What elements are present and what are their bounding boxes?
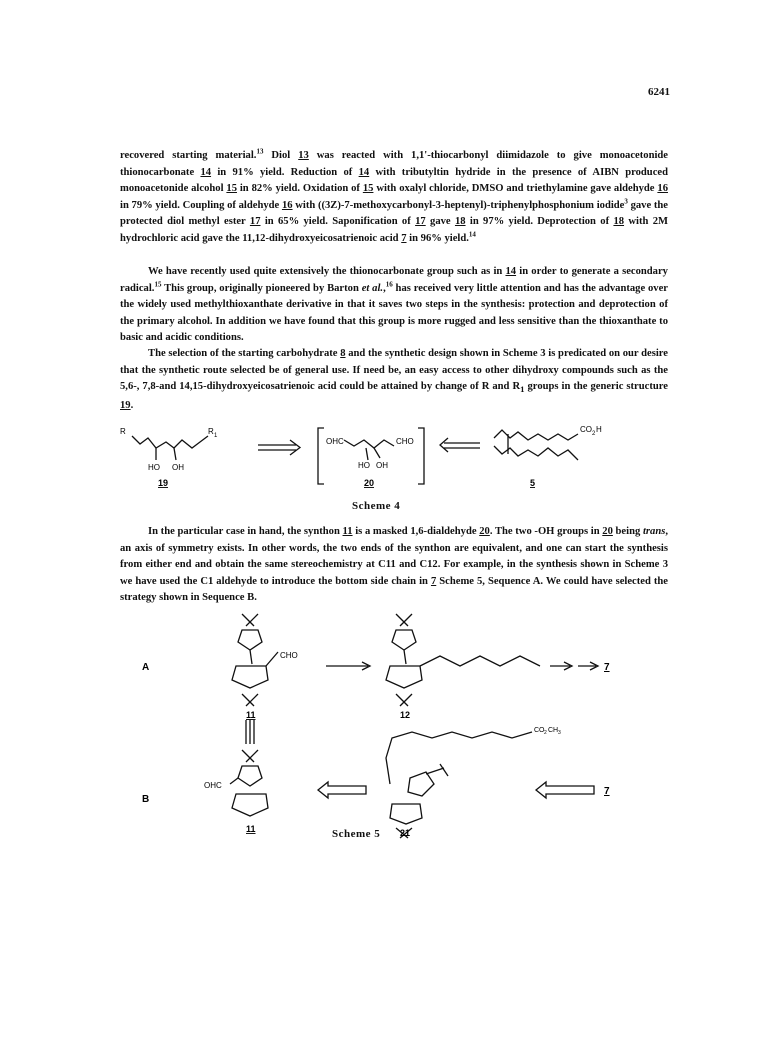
text: gave the protected diol methyl ester [120,199,668,228]
text: In the particular case in hand, the synthon [148,526,343,537]
compound-label-11-A: 11 [246,710,256,720]
compound-ref: 14 [505,266,517,277]
label-CO2CH3-end: CH [548,727,559,734]
label-R1: R [208,427,214,436]
text: in 97% yield. Deprotection of [465,216,614,228]
scheme-4-diagram [118,420,658,500]
compound-ref: 15 [362,183,374,195]
text: This group, originally pioneered by Barton [161,282,362,294]
text: Diol [263,150,299,161]
compound-ref: 17 [415,216,426,228]
label-OH: OH [376,461,388,470]
text: was reacted with 1,1'-thiocarbonyl diimidazole to give monoacetonide thionocarbonate [120,150,668,178]
text: and the synthetic design shown in Scheme 3 is predicated on our desire that the synthetic route selected be of general use. If need be, an easy access to other dihydroxy compounds such as the 5,6-, 7,8-and 14,15-dihydroxyeicosatrienoic acid could be attained by change of R and R [120,348,668,393]
label-CO2H-end: H [596,425,602,434]
label-CO2H-sub: 2 [592,431,596,437]
compound-ref: 11 [342,526,353,537]
text: gave [425,216,455,228]
compound-ref: 19 [120,399,131,411]
compound-label-5: 5 [530,478,536,488]
paragraph-3 [120,346,668,414]
text: with oxalyl chloride, DMSO and triethylamine gave aldehyde [373,183,658,195]
compound-ref: 20 [602,526,613,537]
compound-label-21: 21 [400,828,411,838]
compound-ref: 20 [479,526,490,537]
label-CO2H: CO [580,425,592,434]
label-R: R [120,427,126,436]
paragraph-4 [120,524,668,607]
compound-label-7-A: 7 [604,662,610,673]
text: being [612,526,643,537]
compound-ref: 15 [226,183,237,195]
text: with 2M hydrochloric acid gave the 11,12-dihydroxyeicosatrienoic acid [120,216,668,244]
text: , an axis of symmetry exists. In other words, the two ends of the synthon are equivalent, and one can start the synthesis from either end and obtain the same stereochemistry at C11 and C12. For example, in the synthesis shown in Scheme 3 we have used the C1 aldehyde to introduce the bottom side chain in [120,526,668,587]
compound-label-20: 20 [364,478,375,488]
text: We have recently used quite extensively the thionocarbonate group such as in [148,266,506,277]
compound-label-11-B: 11 [246,824,256,834]
text: with tributyltin hydride in the presence of AIBN produced monoacetonide alcohol [120,166,668,195]
compound-ref: 8 [340,348,346,359]
label-HO: HO [358,461,370,470]
citation: 15 [154,280,162,289]
paragraph-2 [120,264,668,347]
label-R1-sub: 1 [214,433,218,439]
text: trans [642,526,666,537]
paragraph-1 [120,148,668,248]
text: The selection of the starting carbohydrate [148,348,341,359]
compound-ref: 18 [454,216,466,228]
label-OHC: OHC [204,781,222,790]
text: with ((3Z)-7-methoxycarbonyl-3-heptenyl)-triphenylphosphonium iodide [292,199,625,211]
label-OH: OH [172,463,184,472]
compound-ref: 16 [281,199,293,211]
text: in 82% yield. Oxidation of [236,183,363,195]
label-CHO: CHO [396,437,414,446]
compound-ref: 7 [401,232,407,244]
citation: 14 [468,230,476,239]
scheme-5-caption: Scheme 5 [332,828,381,840]
label-CO2CH3-sub2: 3 [558,730,561,736]
text: Scheme 5, Sequence A. We could have selected the strategy shown in Sequence B. [120,575,668,604]
text: in order to generate a secondary radical. [120,266,668,294]
scheme-4-caption: Scheme 4 [352,500,401,512]
compound-label-7-B: 7 [604,786,610,797]
text: is a masked 1,6-dialdehyde [352,526,480,537]
text: , [383,282,386,294]
subscript: 1 [520,384,525,395]
page-number: 6241 [648,86,670,98]
citation: 13 [256,147,264,156]
compound-ref: 16 [657,183,668,195]
text: in 96% yield. [406,232,469,244]
compound-ref: 17 [249,216,261,228]
compound-ref: 7 [430,575,437,587]
compound-label-19: 19 [158,478,169,488]
text: recovered starting material. [120,150,257,161]
compound-ref: 14 [200,166,212,178]
text: in 79% yield. Coupling of aldehyde [120,199,282,211]
label-CHO: CHO [280,651,298,660]
text: groups in the generic structure [524,381,668,393]
compound-ref: 13 [298,150,309,161]
compound-ref: 14 [358,166,370,178]
label-CO2CH3: CO [534,727,545,734]
scheme-5-diagram [130,608,650,840]
text: has received very little attention and has the advantage over the widely used methylthioxanthate derivative in that it saves two steps in the synthesis: protection and deprotection of the primary alcohol. In addition we have found that this group is more rugged and less sensitive than the thioxanthate to basic and acidic conditions. [120,282,668,344]
compound-ref: 18 [613,216,625,228]
compound-label-12: 12 [400,710,411,720]
label-HO: HO [148,463,160,472]
label-OHC: OHC [326,437,344,446]
text: et al. [361,282,384,294]
citation: 3 [624,197,628,206]
sequence-A-label: A [142,662,150,673]
text: in 65% yield. Saponification of [260,216,416,228]
label-CO2CH3-sub: 2 [544,730,547,736]
text: . The two -OH groups in [489,526,603,537]
citation: 16 [385,280,393,289]
text: in 91% yield. Reduction of [211,166,359,178]
sequence-B-label: B [142,794,150,805]
text: . [130,399,134,411]
